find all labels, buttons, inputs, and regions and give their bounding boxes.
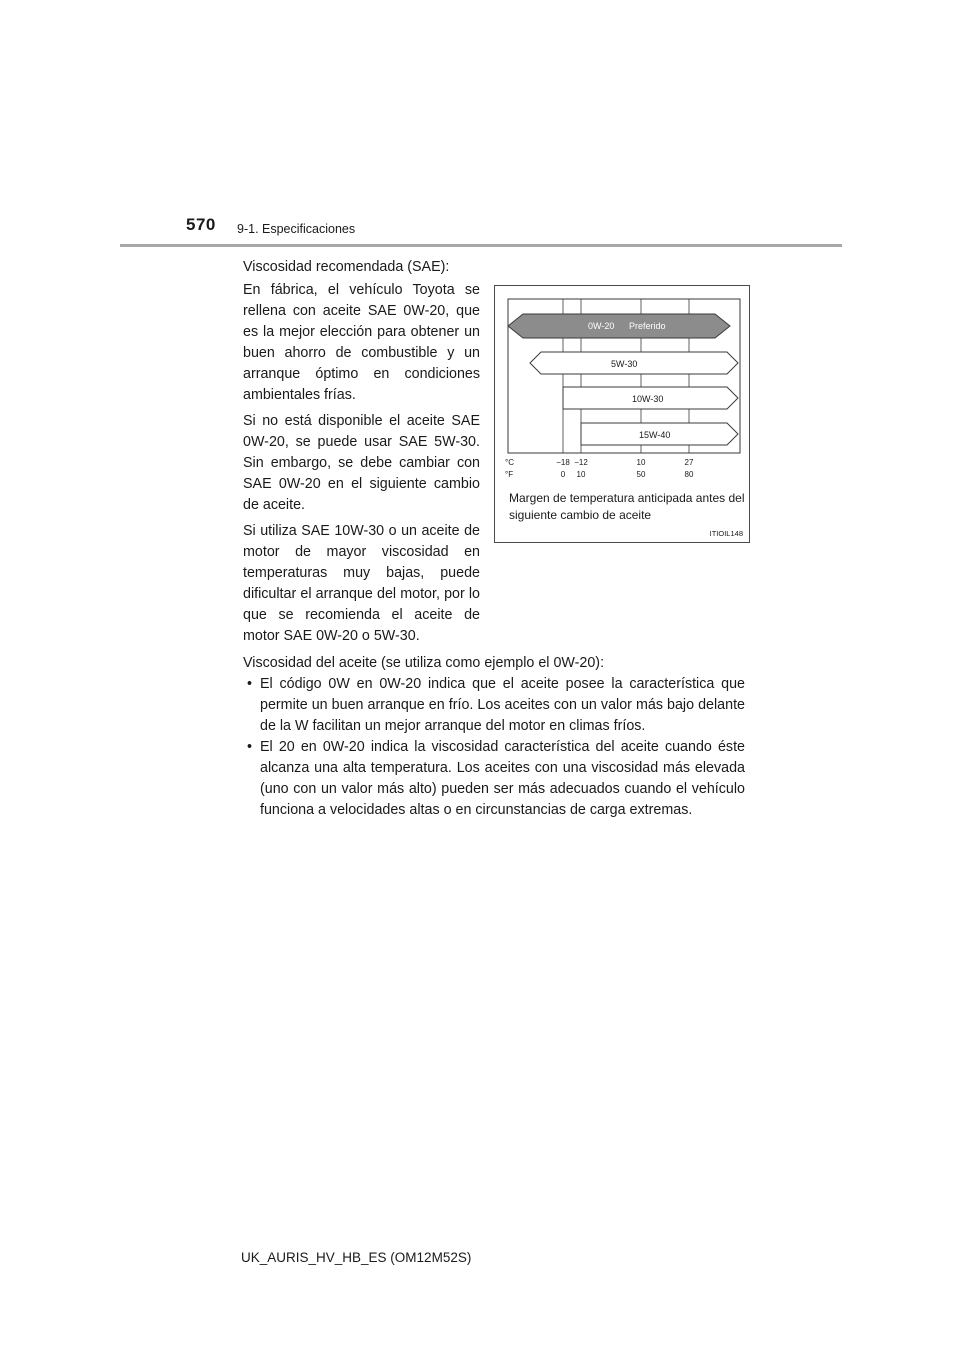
bullet-text: El 20 en 0W-20 indica la viscosidad característica del aceite cuando éste alcanza una alta temperatura. Los aceites con una viscosidad más elevada (uno con un valor más alto) pueden ser más adecuados cuando el vehículo funciona a velocidades altas o en circunstancias de carga extremas. — [260, 739, 745, 818]
viscosity-figure — [494, 285, 750, 543]
list-item — [243, 737, 745, 821]
paragraph-alternative-oil: Si no está disponible el aceite SAE 0W-20, se puede usar SAE 5W-30. Sin embargo, se debe cambiar con SAE 0W-20 en el siguiente cambio de aceite. — [243, 413, 480, 513]
fahrenheit-tick: 50 — [636, 470, 646, 479]
bullet-marker: • — [247, 676, 253, 692]
bar-10w30-label: 10W-30 — [632, 394, 664, 404]
fahrenheit-tick: 0 — [560, 470, 566, 479]
paragraph-low-temperature: Si utiliza SAE 10W-30 o un aceite de motor de mayor viscosidad en temperaturas muy bajas, puede dificultar el arranque del motor, por lo que se recomienda el aceite de motor SAE 0W-20 o 5W-30. — [243, 523, 480, 644]
celsius-tick: −18 — [556, 458, 570, 467]
bar-0w20-arrow — [508, 314, 730, 338]
left-column — [243, 280, 480, 652]
header-rule — [120, 244, 842, 247]
viscosity-heading: Viscosidad recomendada (SAE): — [243, 259, 450, 275]
celsius-tick: −12 — [574, 458, 588, 467]
bar-15w40-label: 15W-40 — [639, 430, 671, 440]
section-title: 9-1. Especificaciones — [237, 222, 356, 236]
fahrenheit-unit: °F — [505, 470, 514, 479]
bullet-marker: • — [247, 739, 253, 755]
page-number: 570 — [186, 215, 216, 234]
fahrenheit-tick: 80 — [684, 470, 694, 479]
paragraph-factory-fill: En fábrica, el vehículo Toyota se rellena con aceite SAE 0W-20, que es la mejor elección para obtener un buen ahorro de combustible y un arranque óptimo en condiciones ambientales frías. — [243, 282, 480, 403]
figure-caption: Margen de temperatura anticipada antes del siguiente cambio de aceite — [509, 491, 745, 522]
list-item — [243, 674, 745, 737]
bullet-text: El código 0W en 0W-20 indica que el aceite posee la característica que permite un buen arranque en frío. Los aceites con un valor más bajo delante de la W facilitan un mejor arranque del motor en climas fríos. — [260, 676, 745, 734]
celsius-tick: 10 — [636, 458, 646, 467]
bar-5w30-label: 5W-30 — [611, 359, 638, 369]
fahrenheit-tick: 10 — [576, 470, 586, 479]
celsius-tick: 27 — [684, 458, 694, 467]
bar-0w20-note: Preferido — [629, 321, 666, 331]
viscosity-explanation — [243, 653, 745, 821]
celsius-unit: °C — [505, 458, 514, 467]
bar-0w20-label: 0W-20 — [588, 321, 615, 331]
explanation-lead: Viscosidad del aceite (se utiliza como ejemplo el 0W-20): — [243, 655, 605, 671]
footer-code: UK_AURIS_HV_HB_ES (OM12M52S) — [241, 1250, 472, 1265]
figure-code: ITIOIL148 — [709, 529, 743, 538]
explanation-list — [243, 674, 745, 821]
